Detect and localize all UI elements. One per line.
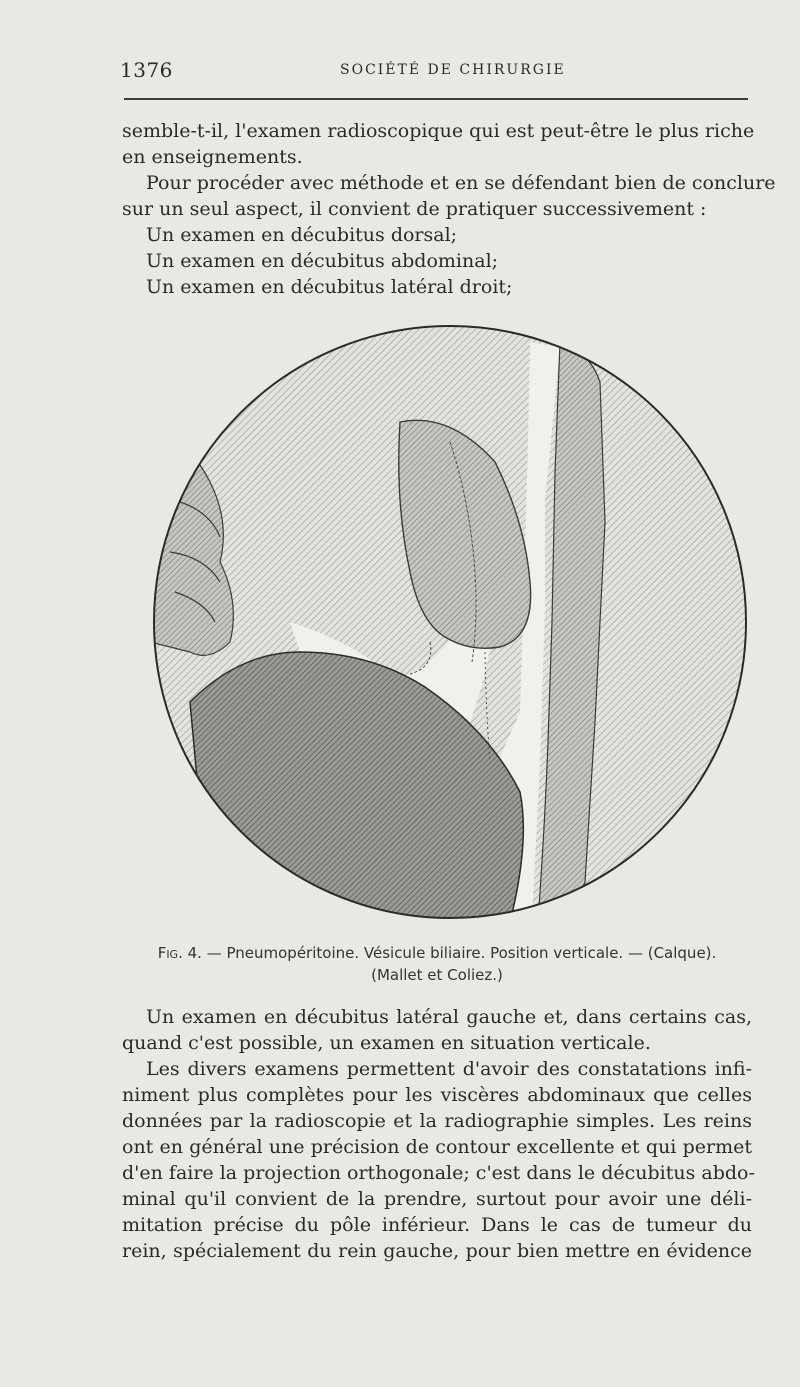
text-line: en enseignements. [122, 146, 303, 168]
text-line: sur un seul aspect, il convient de pratiquer successivement : [122, 198, 707, 220]
text-line: quand c'est possible, un examen en situation verticale. [122, 1032, 651, 1054]
text-line: minal qu'il convient de la prendre, surtout pour avoir une déli- [122, 1188, 752, 1210]
text-line: Pour procéder avec méthode et en se défendant bien de conclure [146, 172, 776, 194]
text-line: semble-t-il, l'examen radioscopique qui est peut-être le plus riche [122, 120, 755, 142]
radiograph-tracing [150, 322, 750, 922]
page-number: 1376 [120, 58, 173, 82]
text-line: Un examen en décubitus dorsal; [146, 224, 458, 246]
text-line: niment plus complètes pour les viscères abdominaux que celles [122, 1084, 752, 1106]
text-line: rein, spécialement du rein gauche, pour bien mettre en évidence [122, 1240, 752, 1262]
top-text-block [122, 118, 776, 300]
figure-label: Fig. 4. [157, 944, 202, 962]
header-rule [124, 98, 748, 100]
radiograph-tracing-figure [150, 322, 750, 922]
bottom-text-block [122, 1004, 755, 1264]
text-line: Un examen en décubitus latéral gauche et, dans certains cas, [146, 1006, 752, 1028]
text-line: Un examen en décubitus abdominal; [146, 250, 499, 272]
page-header [120, 58, 750, 88]
text-line: Un examen en décubitus latéral droit; [146, 276, 513, 298]
text-line: données par la radioscopie et la radiographie simples. Les reins [122, 1110, 752, 1132]
text-line: d'en faire la projection orthogonale; c'est dans le décubitus abdo- [122, 1162, 755, 1184]
figure-caption-text: — Pneumopéritoine. Vésicule biliaire. Position verticale. — (Calque). [206, 944, 717, 962]
text-line: ont en général une précision de contour excellente et qui permet [122, 1136, 752, 1158]
text-line: mitation précise du pôle inférieur. Dans le cas de tumeur du [122, 1214, 752, 1236]
figure-credit: (Mallet et Coliez.) [371, 966, 503, 984]
figure-caption [122, 942, 752, 986]
running-title: SOCIÉTÉ DE CHIRURGIE [340, 62, 566, 78]
text-line: Les divers examens permettent d'avoir des constatations infi- [146, 1058, 752, 1080]
